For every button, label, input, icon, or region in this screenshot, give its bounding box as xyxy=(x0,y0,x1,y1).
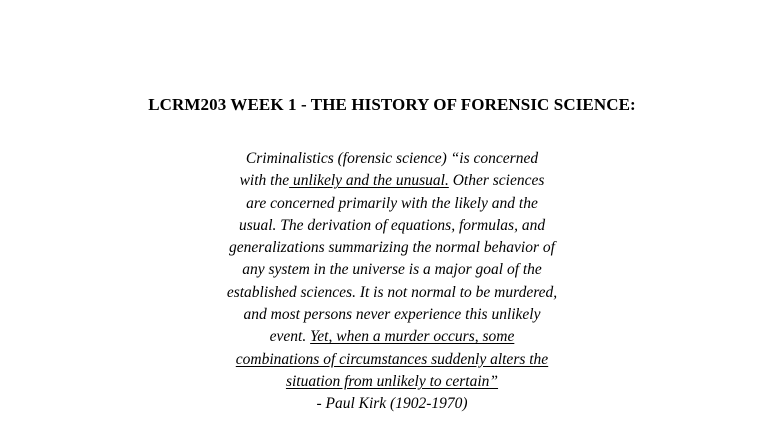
quote-line xyxy=(0,349,784,371)
quote-text: usual. The derivation of equations, formulas, and xyxy=(238,216,546,234)
quote-line xyxy=(0,326,784,348)
slide-title: LCRM203 WEEK 1 - THE HISTORY OF FORENSIC SCIENCE: xyxy=(148,95,636,114)
quote-line xyxy=(0,237,784,259)
quote-underlined-text: situation from unlikely to certain” xyxy=(285,372,499,390)
quote-text: and most persons never experience this unlikely xyxy=(243,306,541,324)
quote-underlined-text: unlikely and the unusual. xyxy=(289,172,449,190)
quote-text: Other sciences xyxy=(448,172,545,190)
quote-line xyxy=(0,259,784,281)
quote-text: Criminalistics (forensic science) “is concerned xyxy=(245,150,539,167)
quote-line xyxy=(0,304,784,326)
quote-underlined-text: combinations of circumstances suddenly alters the xyxy=(235,350,549,368)
quote-text: generalizations summarizing the normal behavior of xyxy=(229,239,555,257)
quote-attribution: - Paul Kirk (1902-1970) xyxy=(316,395,468,413)
quote-lines xyxy=(0,148,784,393)
quote-text: with the xyxy=(239,172,290,190)
quote-line xyxy=(0,215,784,237)
quote-text: any system in the universe is a major goal of the xyxy=(242,261,542,279)
quote-line xyxy=(0,282,784,304)
quote-line xyxy=(0,148,784,170)
quote-line xyxy=(0,193,784,215)
quote-line xyxy=(0,170,784,192)
quote-block xyxy=(0,148,784,416)
quote-text: established sciences. It is not normal to be murdered, xyxy=(226,283,558,301)
quote-line xyxy=(0,371,784,393)
quote-text: are concerned primarily with the likely and the xyxy=(246,194,538,212)
quote-text: event. xyxy=(269,328,311,346)
quote-underlined-text: Yet, when a murder occurs, some xyxy=(310,328,515,346)
